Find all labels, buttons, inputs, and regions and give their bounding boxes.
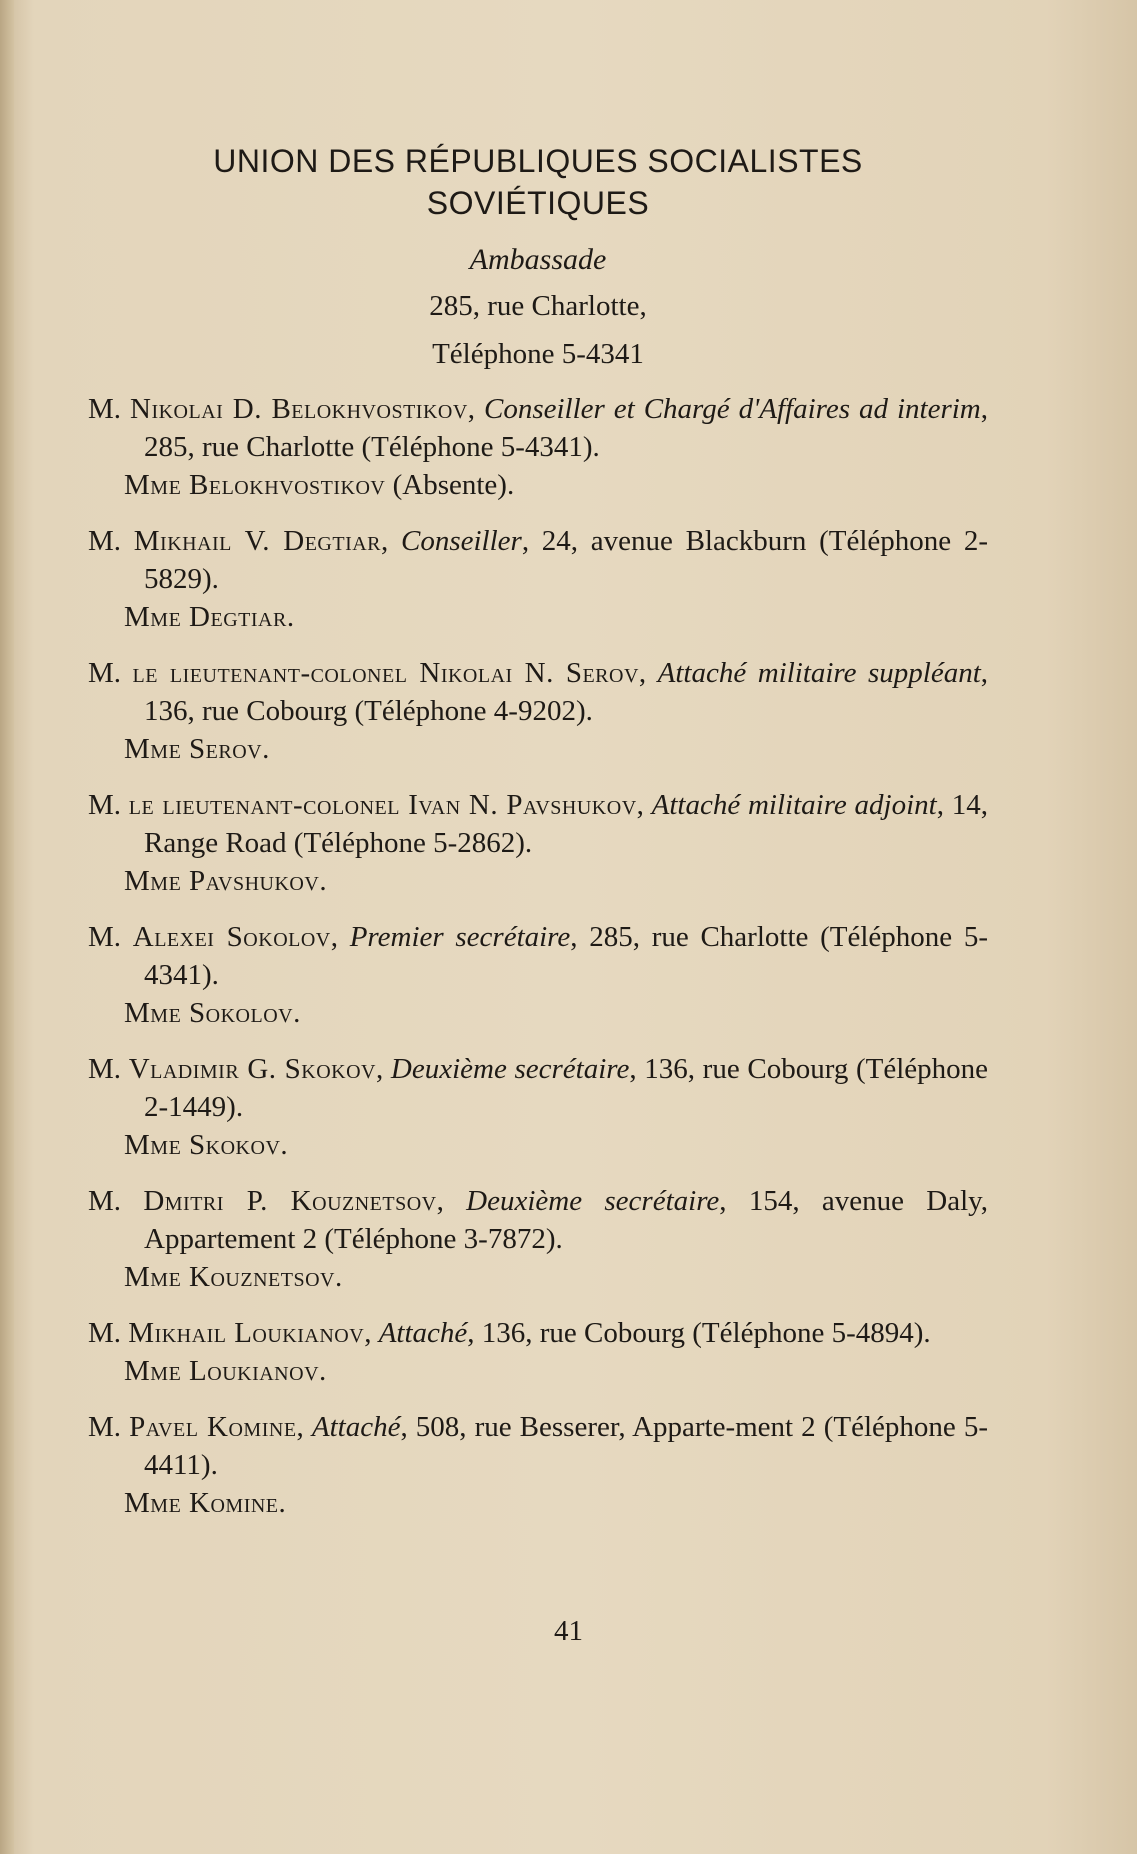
spouse-name: Mme Komine [124, 1487, 279, 1519]
staff-entry [88, 522, 988, 636]
entry-separator: , [636, 789, 652, 821]
entry-name: Alexei Sokolov [132, 921, 331, 953]
entry-details: , 154, avenue Daly, Appartement 2 (Téléphone 3-7872). [144, 1185, 989, 1255]
page-title [88, 140, 988, 224]
entry-details: , 24, avenue Blackburn (Téléphone 2-5829). [144, 525, 988, 595]
entry-main [88, 1314, 988, 1352]
entry-details: , 285, rue Charlotte (Téléphone 5-4341). [144, 393, 988, 463]
staff-entry [88, 654, 988, 768]
entry-separator: , [467, 393, 484, 425]
staff-entry [88, 1182, 988, 1296]
entry-separator: , [330, 921, 350, 953]
spouse-note: . [278, 1487, 286, 1519]
entry-prefix: M. [88, 393, 131, 425]
entry-details: , 508, rue Besserer, Apparte-ment 2 (Téléphone 5-4411). [144, 1411, 989, 1481]
entry-title: Deuxième secrétaire [390, 1053, 630, 1085]
entry-separator: , [381, 525, 401, 557]
entry-details: , 136, rue Cobourg (Téléphone 2-1449). [144, 1053, 989, 1123]
title-line-2: SOVIÉTIQUES [426, 185, 650, 221]
spouse-name: Mme Skokov [124, 1129, 281, 1161]
spouse-name: Mme Pavshukov [124, 865, 320, 897]
entry-title: Conseiller [400, 525, 522, 557]
entry-prefix: M. [88, 789, 129, 821]
title-line-1: UNION DES RÉPUBLIQUES SOCIALISTES [213, 143, 863, 179]
entry-prefix: M. [88, 1411, 130, 1443]
entry-title: Attaché [311, 1411, 401, 1443]
entry-title: Conseiller et Chargé d'Affaires ad interim [484, 393, 981, 425]
entry-prefix: M. [88, 525, 134, 557]
staff-entry [88, 786, 988, 900]
entry-name: Dmitri P. Kouznetsov [143, 1185, 437, 1217]
spouse-note: . [286, 601, 295, 633]
entry-title: Attaché militaire adjoint [651, 789, 937, 821]
entry-spouse [88, 862, 988, 900]
entry-details: , 136, rue Cobourg (Téléphone 4-9202). [144, 657, 989, 727]
entry-main [88, 786, 988, 862]
spouse-name: Mme Degtiar [124, 601, 287, 633]
spouse-note: . [319, 1355, 327, 1387]
entry-name: Mikhail Loukianov [128, 1317, 365, 1349]
entry-separator: , [436, 1185, 467, 1217]
entry-title: Attaché militaire suppléant [657, 657, 981, 689]
spouse-note: (Absente). [385, 469, 515, 501]
entry-spouse [88, 1126, 988, 1164]
entry-separator: , [638, 657, 658, 689]
entry-prefix: M. [88, 1317, 129, 1349]
entry-spouse [88, 1484, 988, 1522]
spouse-note: . [262, 733, 270, 765]
spouse-name: Mme Sokolov [124, 997, 294, 1029]
entry-prefix: M. [88, 1053, 129, 1085]
entry-spouse [88, 730, 988, 768]
entry-spouse [88, 994, 988, 1032]
entry-name: le lieutenant-colonel Ivan N. Pavshukov [128, 789, 637, 821]
entry-details: , 136, rue Cobourg (Téléphone 5-4894). [467, 1317, 931, 1349]
entry-main [88, 654, 988, 730]
entry-spouse [88, 466, 988, 504]
entry-main [88, 1050, 988, 1126]
spouse-note: . [334, 1261, 343, 1293]
entry-separator: , [364, 1317, 379, 1349]
staff-entry [88, 390, 988, 504]
entry-details: , 14, Range Road (Téléphone 5-2862). [144, 789, 988, 859]
entry-name: le lieutenant-colonel Nikolai N. Serov [132, 657, 639, 689]
embassy-address: 285, rue Charlotte, [429, 290, 647, 322]
entry-main [88, 390, 988, 466]
entry-spouse [88, 1352, 988, 1390]
staff-entry [88, 918, 988, 1032]
page-content [88, 140, 988, 1540]
spouse-name: Mme Kouznetsov [124, 1261, 335, 1293]
entry-name: Vladimir G. Skokov [128, 1053, 377, 1085]
spouse-note: . [280, 1129, 288, 1161]
spouse-name: Mme Serov [124, 733, 263, 765]
entry-name: Nikolai D. Belokhvostikov [130, 393, 468, 425]
embassy-telephone: Téléphone 5-4341 [432, 338, 644, 370]
entry-title: Attaché [378, 1317, 468, 1349]
page-number: 41 [554, 1615, 583, 1647]
entry-separator: , [376, 1053, 391, 1085]
entry-prefix: M. [88, 1185, 144, 1217]
entry-title: Deuxième secrétaire [466, 1185, 720, 1217]
spouse-name: Mme Loukianov [124, 1355, 320, 1387]
entry-spouse [88, 598, 988, 636]
entry-details: , 285, rue Charlotte (Téléphone 5-4341). [144, 921, 989, 991]
staff-entry [88, 1408, 988, 1522]
entry-prefix: M. [88, 921, 133, 953]
entry-name: Pavel Komine [129, 1411, 297, 1443]
staff-entry [88, 1314, 988, 1390]
entry-name: Mikhail V. Degtiar [133, 525, 382, 557]
entry-separator: , [296, 1411, 312, 1443]
entry-main [88, 918, 988, 994]
entry-title: Premier secrétaire [349, 921, 571, 953]
entry-main [88, 1182, 988, 1258]
staff-entry [88, 1050, 988, 1164]
spouse-name: Mme Belokhvostikov [124, 469, 386, 501]
entry-spouse [88, 1258, 988, 1296]
entry-prefix: M. [88, 657, 133, 689]
spouse-note: . [293, 997, 301, 1029]
staff-list [88, 390, 988, 1522]
entry-main [88, 1408, 988, 1484]
entry-main [88, 522, 988, 598]
embassy-label: Ambassade [469, 243, 607, 276]
spouse-note: . [319, 865, 327, 897]
page-binding-edge [0, 0, 14, 1854]
